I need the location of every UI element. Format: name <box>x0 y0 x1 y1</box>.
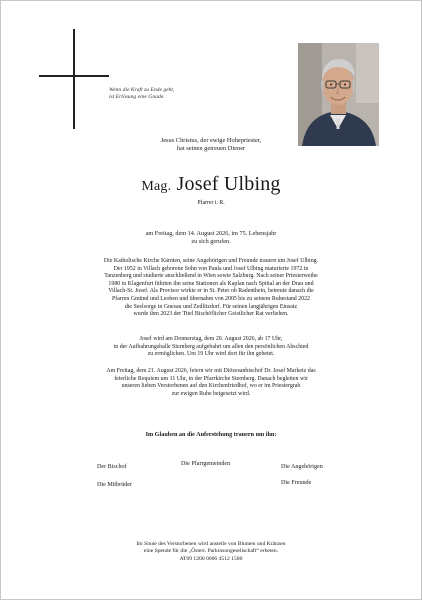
motto-line: Wenn die Kraft zu Ende geht, <box>109 87 175 93</box>
intro-line: Jesus Christus, der ewige Hohepriester, <box>160 137 262 144</box>
paragraph-line: feierliche Requiem um 11 Uhr, in der Pfarrkirche Sternberg. Danach begleiten wir <box>114 375 308 382</box>
mourner-friends: Die Freunde <box>281 480 312 486</box>
death-notice <box>91 230 331 246</box>
paragraph-line: Der 1952 in Villach geborene Sohn von Paula und Josef Ulbing maturierte 1972 in <box>113 265 309 272</box>
paragraph-line: Villach-St. Josef. Als Provisor wirkte er in St. Peter ob Radenthein, betreute danach die <box>108 288 314 295</box>
intro-line: hat seinen getreuen Diener <box>176 145 246 153</box>
mourner-brothers: Die Mitbrüder <box>97 482 133 488</box>
paragraph-line: Die Katholische Kirche Kärnten, seine Angehörigen und Freunde trauern um Josef Ulbing. <box>103 258 319 264</box>
donation-note <box>81 541 341 563</box>
cross-horizontal-bar <box>39 75 109 77</box>
motto-quote <box>109 87 174 101</box>
footer-iban: AT09 1200 0006 4512 1500 <box>179 555 243 562</box>
name-full: Josef Ulbing <box>176 173 281 195</box>
portrait-illustration <box>298 43 379 146</box>
name-prefix: Mag. <box>141 179 172 194</box>
mourner-bishop: Der Bischof <box>97 464 127 470</box>
biography-paragraph <box>61 258 361 319</box>
paragraph-line: Josef wird am Donnerstag, dem 20. August 2026, ab 17 Uhr, <box>139 336 283 342</box>
intro-text <box>121 137 301 153</box>
death-line: am Freitag, dem 14. August 2026, im 75. Lebensjahr <box>145 230 277 237</box>
viewing-paragraph <box>61 336 361 359</box>
deceased-title: Pfarrer i. R. <box>197 200 225 206</box>
paragraph-line: zu ermöglichen. Um 19 Uhr wird dort für ihn gebetet. <box>147 351 275 358</box>
mourner-relatives: Die Angehörigen <box>281 464 323 470</box>
footer-line: eine Spende für die „Österr. Parkinsongesellschaft“ erbeten. <box>143 548 279 555</box>
death-line: zu sich gerufen. <box>191 238 231 245</box>
paragraph-line: zur ewigen Ruhe beigesetzt wird. <box>171 390 251 397</box>
paragraph-line: Pfarren Gmünd und Leoben und übernahm von 2005 bis zu seinem Ruhestand 2022 <box>112 295 310 302</box>
paragraph-line: die Seelsorge in Gnesau und Zedlitzdorf. Für seinen langjährigen Einsatz <box>124 303 298 310</box>
portrait-photo <box>298 43 379 146</box>
paragraph-line: wurde ihm 2023 der Titel Bischöflicher Geistlicher Rat verliehen. <box>133 311 289 318</box>
mourning-heading: Im Glauben an die Auferstehung trauern um ihn: <box>145 431 277 438</box>
paragraph-line: in der Aufbahrungshalle Sternberg aufgebahrt um allen den persönlichen Abschied <box>113 343 309 350</box>
paragraph-line: 1980 in Klagenfurt führten ihn seine Stationen als Kaplan nach Spittal an der Drau und <box>108 280 314 287</box>
footer-line: Im Sinne des Verstorbenen wird anstelle von Blumen und Kränzen <box>136 541 286 547</box>
funeral-paragraph <box>61 368 361 398</box>
mourner-parishes: Die Pfarrgemeinden <box>181 461 231 467</box>
paragraph-line: Tanzenberg und studierte anschließend in Wien sowie Salzburg. Nach seiner Priesterweihe <box>104 273 318 280</box>
motto-line: ist Erlösung eine Gnade. <box>109 94 165 101</box>
cross-vertical-bar <box>73 29 75 129</box>
paragraph-line: unseren lieben Verstorbenen auf den Kirchenfriedhof, wo er im Priestergrab <box>121 383 301 390</box>
paragraph-line: Am Freitag, dem 21. August 2026, feiern wir mit Diözesanbischof Dr. Josef Marketz das <box>106 368 316 374</box>
deceased-name <box>91 173 331 198</box>
